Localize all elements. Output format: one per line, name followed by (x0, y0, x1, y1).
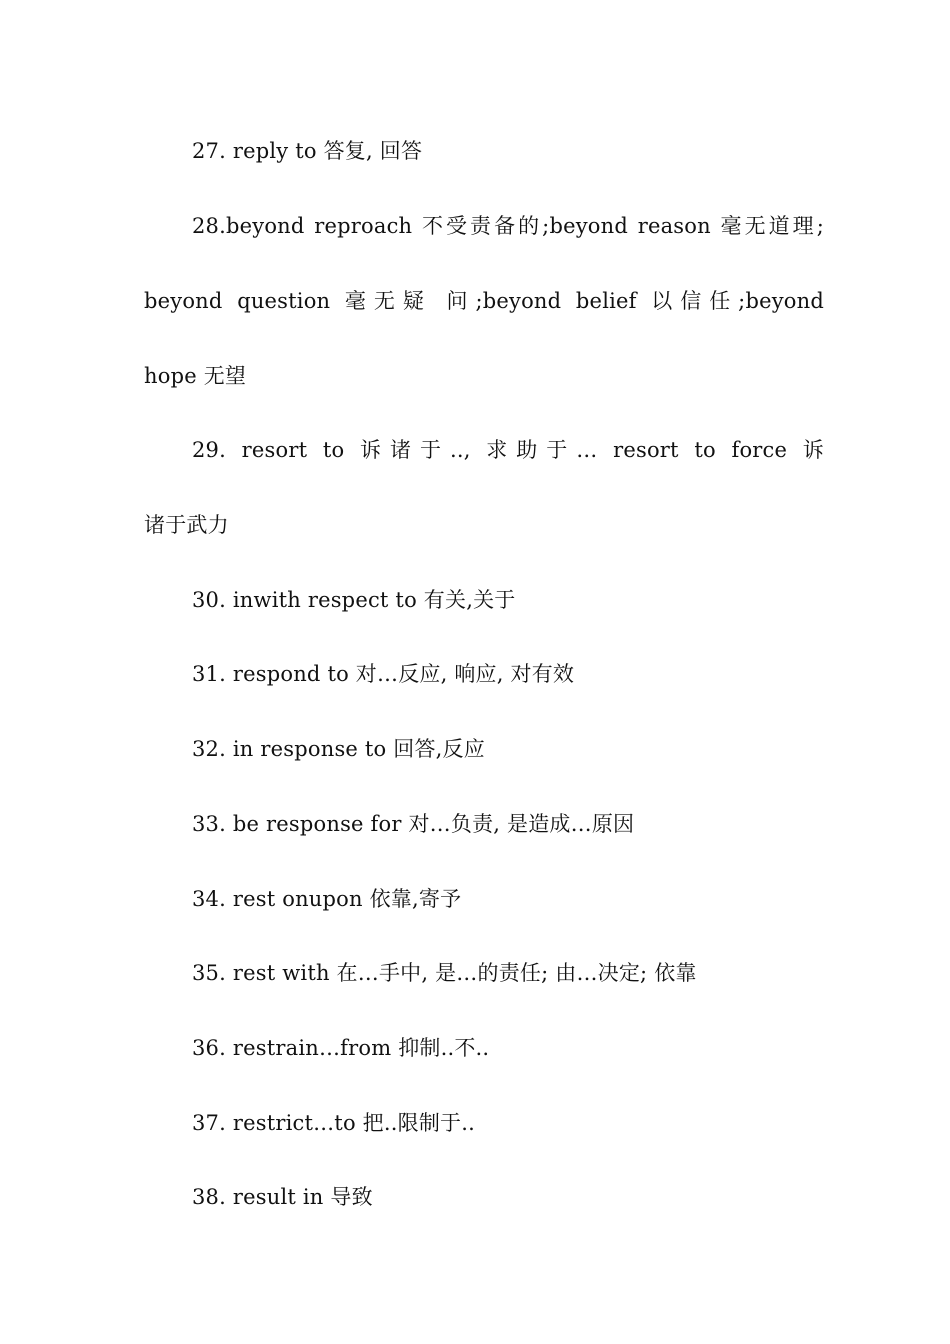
entry-37: 37. restrict…to 把..限制于.. (192, 1111, 475, 1135)
entry-31: 31. respond to 对…反应, 响应, 对有效 (192, 662, 575, 686)
entry-33: 33. be response for 对…负责, 是造成…原因 (192, 812, 635, 836)
entry-34: 34. rest onupon 依靠,寄予 (192, 887, 462, 911)
entry-29-line-1: 29. resort to 诉诸于.., 求助于… resort to force 诉 (192, 438, 824, 462)
entry-28-line-1: 28.beyond reproach 不受责备的;beyond reason 毫无道理; (192, 214, 824, 238)
entry-38: 38. result in 导致 (192, 1185, 373, 1209)
entry-36: 36. restrain…from 抑制..不.. (192, 1036, 490, 1060)
entry-28-line-2: beyond question 毫无疑 问;beyond belief 以信任;beyond (144, 289, 824, 313)
entry-35: 35. rest with 在…手中, 是…的责任; 由…决定; 依靠 (192, 961, 697, 985)
entry-32: 32. in response to 回答,反应 (192, 737, 485, 761)
entry-30: 30. inwith respect to 有关,关于 (192, 588, 516, 612)
entry-27: 27. reply to 答复, 回答 (192, 139, 423, 163)
entry-29-line-2: 诸于武力 (144, 513, 229, 537)
entry-28-line-3: hope 无望 (144, 364, 247, 388)
